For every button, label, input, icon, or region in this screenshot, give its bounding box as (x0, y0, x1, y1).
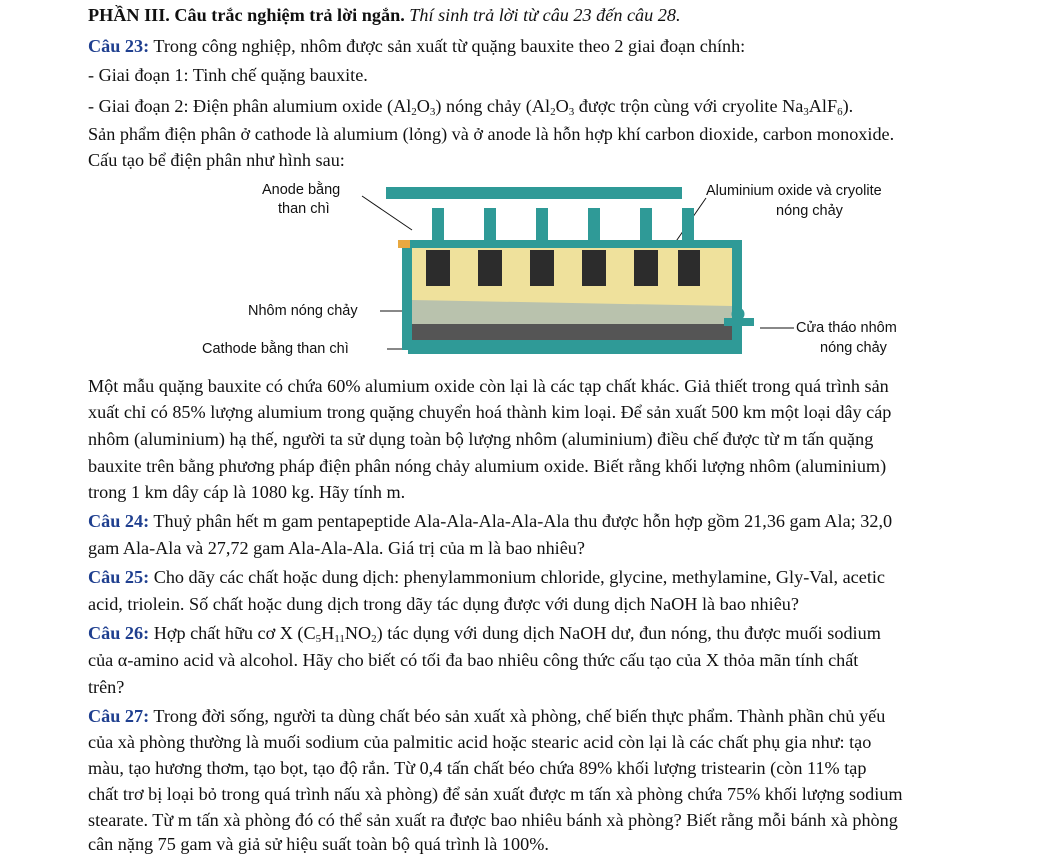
anode-block (634, 250, 658, 286)
label-oxide-2: nóng chảy (776, 203, 843, 219)
q24-text: Thuỷ phân hết m gam pentapeptide Ala-Ala-Ala-Ala-Ala thu được hỗn hợp gồm 21,36 gam Ala; 32,0 (153, 511, 893, 531)
label-anode-2: than chì (278, 201, 330, 217)
q23-stage2-text: ). (842, 96, 854, 116)
subscript: 2 (550, 106, 556, 118)
label-oxide-1: Aluminium oxide và cryolite (706, 183, 882, 199)
q24-line2: gam Ala-Ala và 27,72 gam Ala-Ala-Ala. Giá trị của m là bao nhiêu? (88, 538, 585, 558)
anode-block (582, 250, 606, 286)
q23-stage1: - Giai đoạn 1: Tinh chế quặng bauxite. (88, 65, 368, 85)
q25-line1 (88, 566, 885, 588)
anode-rod (682, 208, 694, 248)
anode-block (426, 250, 450, 286)
q26-label: Câu 26: (88, 623, 150, 643)
q25-label: Câu 25: (88, 567, 150, 587)
anode-rod (484, 208, 496, 248)
q26-text: H (321, 623, 335, 643)
anode-block (478, 250, 502, 286)
q23-label: Câu 23: (88, 36, 150, 56)
cathode-bus-bar (408, 344, 742, 354)
subscript: 2 (411, 106, 417, 118)
q23-p5: trong 1 km dây cáp là 1080 kg. Hãy tính m. (88, 482, 406, 502)
anode-bus-bar (386, 187, 682, 199)
feed-port (398, 240, 410, 248)
label-outlet-2: nóng chảy (820, 340, 887, 356)
anode-rod (588, 208, 600, 248)
cathode-lining (412, 324, 732, 340)
anode-rod (640, 208, 652, 248)
q26-line2: của α-amino acid và alcohol. Hãy cho biết có tối đa bao nhiêu công thức cấu tạo của X thỏa mãn tính chất (88, 650, 859, 670)
anode-block (530, 250, 554, 286)
section-instruction: Thí sinh trả lời từ câu 23 đến câu 28. (409, 5, 681, 25)
label-cathode: Cathode bằng than chì (202, 341, 349, 357)
q23-p3: nhôm (aluminium) hạ thế, người ta sử dụng toàn bộ lượng nhôm (aluminium) điều chế được từ m tấn quặng (88, 429, 874, 449)
subscript: 11 (334, 633, 345, 645)
q26-text: Hợp chất hữu cơ X (C (153, 623, 316, 643)
q23-diagram-intro: Cấu tạo bể điện phân như hình sau: (88, 150, 345, 170)
subscript: 6 (837, 106, 843, 118)
q23-stage2-text: được trộn cùng với cryolite Na (574, 96, 804, 116)
q23-stage2-text: ) nóng chảy (Al (435, 96, 551, 116)
q24-line1 (88, 510, 892, 532)
anode-rod (432, 208, 444, 248)
q26-line3: trên? (88, 677, 125, 697)
label-outlet-1: Cửa tháo nhôm (796, 320, 897, 336)
q25-line2: acid, triolein. Số chất hoặc dung dịch trong dãy tác dụng được với dung dịch NaOH là bao nhiêu? (88, 594, 799, 614)
q23-stage2-text: O (416, 96, 430, 116)
q27-line1 (88, 705, 885, 727)
q27-line2: của xà phòng thường là muối sodium của palmitic acid hoặc stearic acid còn lại là các chất phụ gia như: tạo (88, 732, 872, 752)
q23-stage2 (88, 95, 853, 123)
q26-text: ) tác dụng với dung dịch NaOH dư, đun nóng, thu được muối sodium (376, 623, 881, 643)
q23-p1: Một mẫu quặng bauxite có chứa 60% alumium oxide còn lại là các tạp chất khác. Giả thiết trong quá trình sản (88, 376, 889, 396)
q23-stage2-text: O (555, 96, 569, 116)
subscript: 3 (803, 106, 809, 118)
q26-line1 (88, 622, 881, 650)
q27-line6: cân nặng 75 gam và giả sử hiệu suất toàn bộ quá trình là 100%. (88, 834, 549, 854)
q23-stage2-text: AlF (808, 96, 838, 116)
q23-products: Sản phẩm điện phân ở cathode là alumium (lỏng) và ở anode là hỗn hợp khí carbon dioxide, carbon monoxide. (88, 124, 895, 144)
q25-text: Cho dãy các chất hoặc dung dịch: phenylammonium chloride, glycine, methylamine, Gly-Val, acetic (153, 567, 885, 587)
q27-line4: chất trơ bị loại bỏ trong quá trình nấu xà phòng) để sản xuất được m tấn xà phòng chứa 75% khối lượng sodium (88, 784, 903, 804)
anode-rod (536, 208, 548, 248)
leader-line (362, 196, 412, 230)
section-title: PHẦN III. Câu trắc nghiệm trả lời ngắn. (88, 5, 405, 25)
q23-p4: bauxite trên bằng phương pháp điện phân nóng chảy alumium oxide. Biết rằng khối lượng nhôm (aluminium) (88, 456, 887, 476)
subscript: 3 (568, 106, 575, 118)
anode-block (678, 250, 700, 286)
q23-intro-line (88, 35, 745, 57)
label-anode-1: Anode bằng (262, 182, 341, 198)
q24-label: Câu 24: (88, 511, 150, 531)
q27-line3: màu, tạo hương thơm, tạo bọt, tạo độ rắn. Từ 0,4 tấn chất béo chứa 89% khối lượng tristearin (còn 11% tạp (88, 758, 867, 778)
subscript: 5 (315, 633, 322, 645)
label-molten-aluminium: Nhôm nóng chảy (248, 303, 358, 319)
q26-text: NO (344, 623, 372, 643)
electrolysis-cell-diagram (150, 178, 940, 370)
subscript: 3 (429, 106, 436, 118)
q27-text: Trong đời sống, người ta dùng chất béo sản xuất xà phòng, chế biến thực phẩm. Thành phần chủ yếu (153, 706, 886, 726)
q27-line5: stearate. Từ m tấn xà phòng đó có thể sản xuất ra được bao nhiêu bánh xà phòng? Biết rằng mỗi bánh xà phòng (88, 810, 898, 830)
q23-p2: xuất chỉ có 85% lượng alumium trong quặng chuyển hoá thành kim loại. Để sản xuất 500 km một loại dây cáp (88, 402, 892, 422)
subscript: 2 (371, 633, 377, 645)
q27-label: Câu 27: (88, 706, 150, 726)
q23-stage2-text: - Giai đoạn 2: Điện phân alumium oxide (Al (88, 96, 412, 116)
q23-intro: Trong công nghiệp, nhôm được sản xuất từ quặng bauxite theo 2 giai đoạn chính: (153, 36, 746, 56)
section-header (88, 4, 681, 26)
